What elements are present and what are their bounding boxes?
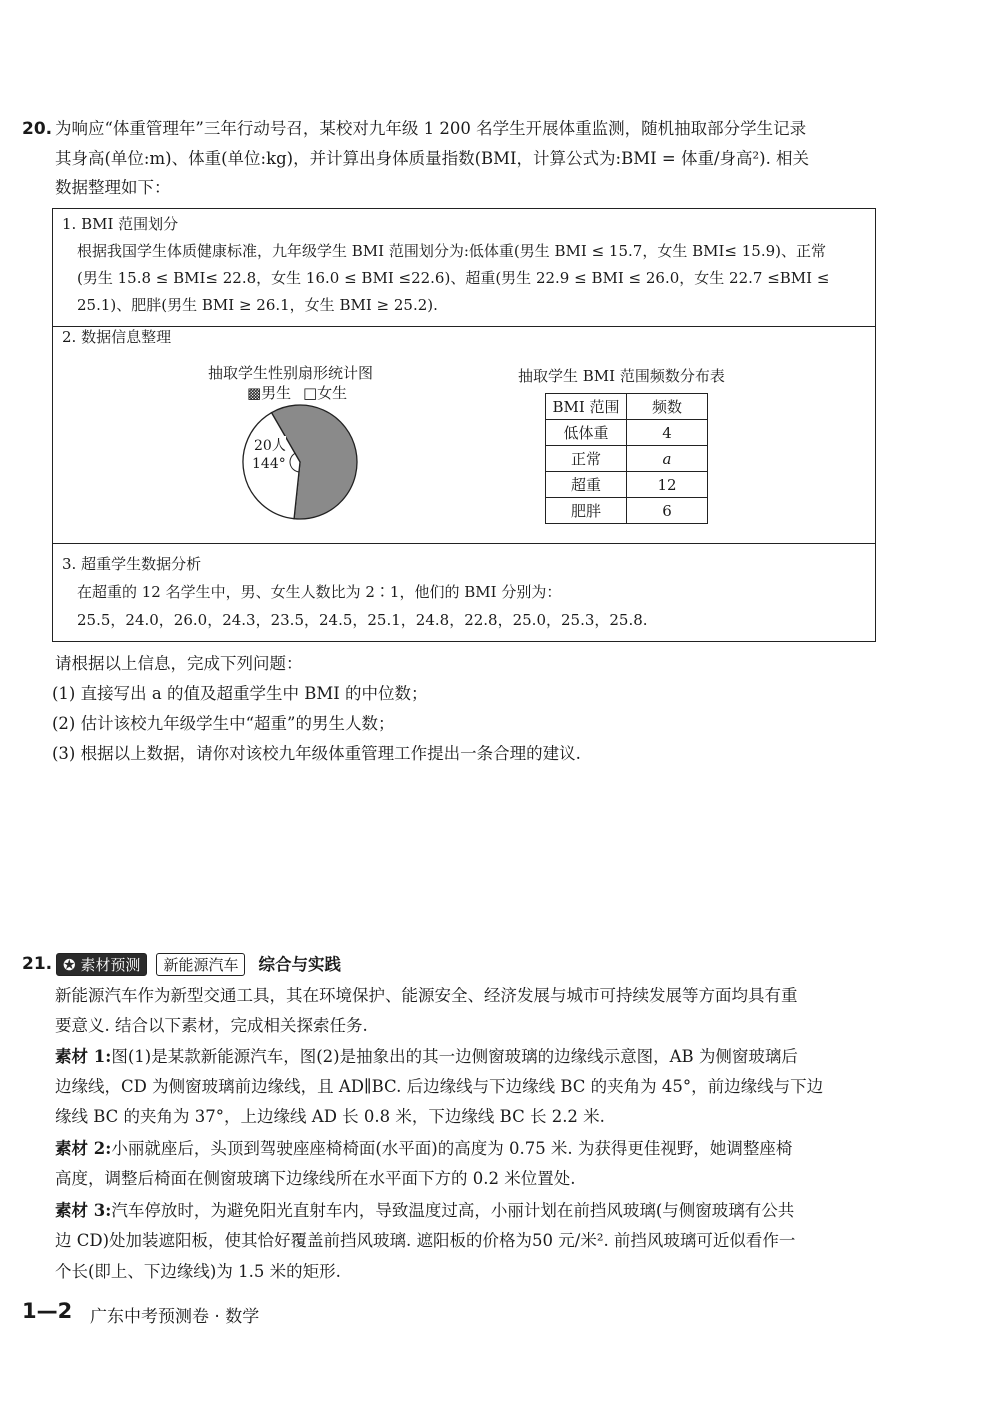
table-row (546, 472, 708, 498)
page-number: 1—2 (22, 1299, 73, 1323)
section-1-line-2: (男生 15.8 ≤ BMI≤ 22.8，女生 16.0 ≤ BMI ≤22.6)、超重(男生 22.9 ≤ BMI ≤ 26.0，女生 22.7 ≤BMI ≤ (77, 269, 830, 287)
bmi-frequency-table (545, 393, 708, 524)
material-3-line-2: 边 CD)处加装遮阳板，使其恰好覆盖前挡风玻璃. 遮阳板的价格为50 元/米². 前挡风玻璃可近似看作一 (55, 1231, 796, 1250)
material-1-label: 素材 1: (55, 1047, 112, 1066)
table-cell: a (627, 446, 708, 472)
section-2-title: 2. 数据信息整理 (62, 328, 172, 346)
material-2-line-2: 高度，调整后椅面在侧窗玻璃下边缘线所在水平面下方的 0.2 米位置处. (55, 1169, 576, 1188)
table-cell: 正常 (546, 446, 627, 472)
material-3-label: 素材 3: (55, 1201, 112, 1220)
table-cell: 6 (627, 498, 708, 524)
section-3-title: 3. 超重学生数据分析 (62, 555, 202, 573)
q20-sub-question-3: (3) 根据以上数据，请你对该校九年级体重管理工作提出一条合理的建议. (52, 744, 581, 763)
q20-sub-question-2: (2) 估计该校九年级学生中“超重”的男生人数； (52, 714, 395, 733)
q20-text-line-1: 为响应“体重管理年”三年行动号召，某校对九年级 1 200 名学生开展体重监测，随机抽取部分学生记录 (55, 119, 807, 138)
section-divider-1 (53, 326, 875, 327)
table-cell: 低体重 (546, 420, 627, 446)
material-1-line-1 (55, 1046, 798, 1068)
q21-intro-line-2: 要意义. 结合以下素材，完成相关探索任务. (55, 1016, 368, 1035)
table-header-row (546, 394, 708, 420)
q20-text-line-3: 数据整理如下： (55, 178, 171, 197)
material-3-line-1 (55, 1200, 794, 1222)
pie-label-angle: 144° (252, 456, 286, 472)
q20-text-line-2: 其身高(单位:m)、体重(单位:kg)，并计算出身体质量指数(BMI，计算公式为:BMI = 体重/身高²). 相关 (55, 149, 810, 168)
material-1-line-3: 缘线 BC 的夹角为 37°，上边缘线 AD 长 0.8 米，下边缘线 BC 长 2.2 米. (55, 1107, 605, 1126)
table-cell: 4 (627, 420, 708, 446)
section-3-line-1: 在超重的 12 名学生中，男、女生人数比为 2∶1，他们的 BMI 分别为： (77, 583, 562, 601)
table-row (546, 446, 708, 472)
q21-heading-row (56, 951, 341, 976)
table-cell: 超重 (546, 472, 627, 498)
table-row (546, 420, 708, 446)
question-number-21: 21. (22, 954, 53, 974)
section-1-title: 1. BMI 范围划分 (62, 215, 179, 233)
freq-table-title: 抽取学生 BMI 范围频数分布表 (518, 367, 725, 385)
material-3-text: 汽车停放时，为避免阳光直射车内，导致温度过高，小丽计划在前挡风玻璃(与侧窗玻璃有公共 (111, 1201, 795, 1220)
tag-material-forecast: ✪ 素材预测 (56, 953, 147, 976)
material-3-line-3: 个长(即上、下边缘线)为 1.5 米的矩形. (55, 1262, 341, 1281)
q20-sub-question-1: (1) 直接写出 a 的值及超重学生中 BMI 的中位数； (52, 684, 428, 703)
q20-prompt: 请根据以上信息，完成下列问题： (55, 654, 303, 673)
pie-label-count: 20人 (254, 438, 286, 454)
table-header-cell: BMI 范围 (546, 394, 627, 420)
table-cell: 肥胖 (546, 498, 627, 524)
pie-chart-title: 抽取学生性别扇形统计图 (208, 364, 374, 382)
material-1-text: 图(1)是某款新能源汽车，图(2)是抽象出的其一边侧窗玻璃的边缘线示意图，AB 为侧窗玻璃后 (111, 1047, 798, 1066)
section-1-line-3: 25.1)、肥胖(男生 BMI ≥ 26.1，女生 BMI ≥ 25.2). (77, 296, 438, 314)
section-3-line-2: 25.5，24.0，26.0，24.3，23.5，24.5，25.1，24.8，22.8，25.0，25.3，25.8. (77, 611, 648, 629)
table-cell: 12 (627, 472, 708, 498)
legend-male: ▩男生 (247, 384, 292, 402)
q21-intro-line-1: 新能源汽车作为新型交通工具，其在环境保护、能源安全、经济发展与城市可持续发展等方面均具有重 (55, 986, 798, 1005)
table-row (546, 498, 708, 524)
tag-new-energy-vehicle: 新能源汽车 (156, 953, 245, 976)
footer-title: 广东中考预测卷 · 数学 (90, 1307, 260, 1327)
material-2-label: 素材 2: (55, 1139, 112, 1158)
section-divider-2 (53, 543, 875, 544)
table-header-cell: 频数 (627, 394, 708, 420)
material-1-line-2: 边缘线，CD 为侧窗玻璃前边缘线，且 AD∥BC. 后边缘线与下边缘线 BC 的夹角为 45°，前边缘线与下边 (55, 1077, 824, 1096)
q21-heading: 综合与实践 (258, 955, 342, 974)
question-number-20: 20. (22, 119, 53, 139)
material-2-line-1 (55, 1138, 792, 1160)
section-1-line-1: 根据我国学生体质健康标准，九年级学生 BMI 范围划分为:低体重(男生 BMI ≤ 15.7，女生 BMI≤ 15.9)、正常 (77, 242, 826, 260)
material-2-text: 小丽就座后，头顶到驾驶座座椅椅面(水平面)的高度为 0.75 米. 为获得更佳视野，她调整座椅 (111, 1139, 793, 1158)
legend-female: □女生 (303, 384, 348, 402)
